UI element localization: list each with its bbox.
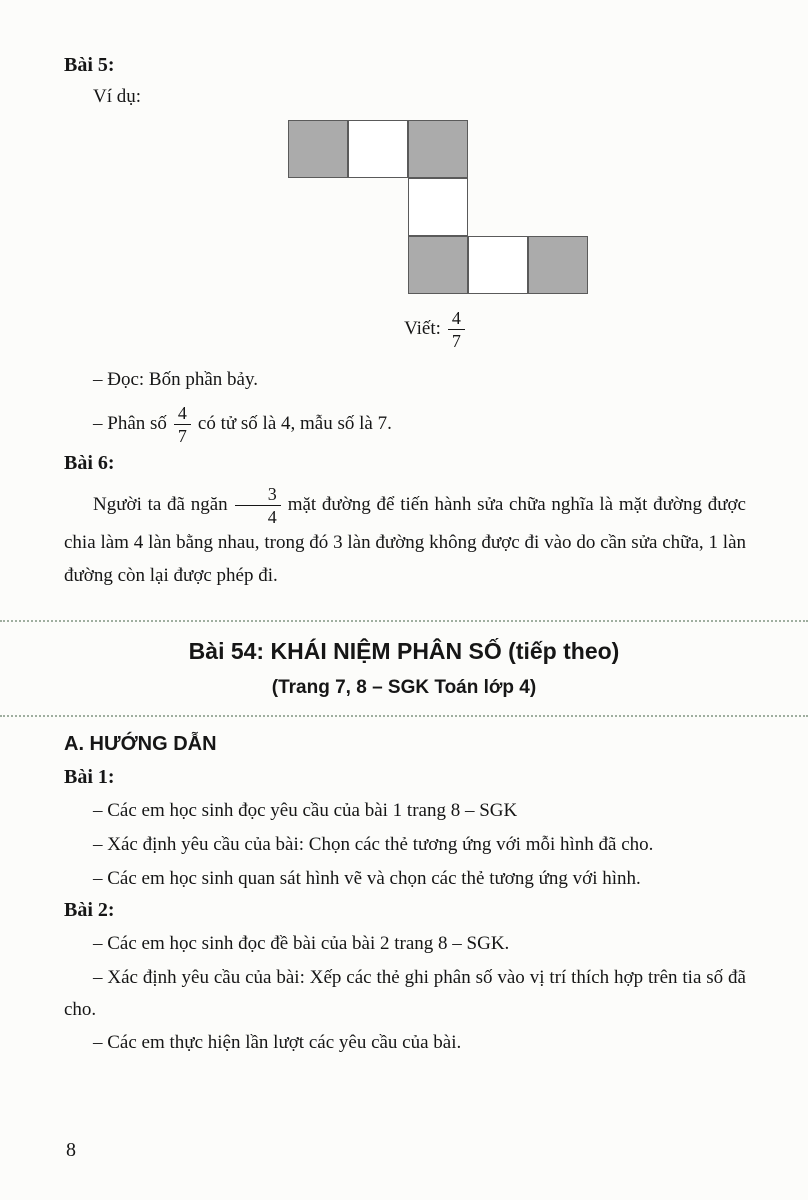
doc-line: – Đọc: Bốn phần bảy. bbox=[93, 369, 258, 391]
fraction-denominator: 7 bbox=[451, 331, 461, 352]
fraction-four-sevenths-inline bbox=[174, 403, 191, 446]
phan-so-before: – Phân số bbox=[93, 412, 167, 434]
fraction-denominator: 4 bbox=[267, 507, 277, 528]
guide-item: – Các em thực hiện lần lượt các yêu cầu của bài. bbox=[93, 1032, 462, 1054]
guide-item: – Xác định yêu cầu của bài: Chọn các thẻ tương ứng với mỗi hình đã cho. bbox=[93, 833, 654, 855]
unshaded-cell bbox=[348, 120, 408, 178]
page-number: 8 bbox=[66, 1139, 76, 1161]
fraction-four-sevenths bbox=[448, 308, 465, 351]
phan-so-line bbox=[93, 403, 746, 446]
bai6-paragraph bbox=[64, 484, 746, 592]
guide-item: – Các em học sinh quan sát hình vẽ và chọn các thẻ tương ứng với hình. bbox=[93, 867, 641, 889]
viet-label: Viết: bbox=[404, 318, 441, 340]
bai6-text-after: mặt đường để tiến hành sửa chữa nghĩa là mặt đường được chia làm 4 làn bằng nhau, trong đó 3 làn đường không được đi vào do cần sửa chữa, 1 làn đường còn lại được phép đi. bbox=[64, 494, 746, 586]
fraction-three-fourths bbox=[235, 484, 281, 527]
section-bai5-6 bbox=[0, 0, 808, 592]
viet-line bbox=[288, 308, 588, 351]
phan-so-after: có tử số là 4, mẫu số là 7. bbox=[197, 412, 392, 434]
lesson-title-block bbox=[0, 638, 808, 699]
shaded-cell bbox=[528, 236, 588, 294]
bai6-text-before: Người ta đã ngăn bbox=[93, 494, 228, 516]
shaded-cell bbox=[288, 120, 348, 178]
section-guide bbox=[0, 733, 808, 1059]
unshaded-cell bbox=[468, 236, 528, 294]
fraction-numerator: 3 bbox=[235, 484, 281, 506]
fraction-numerator: 4 bbox=[448, 308, 465, 330]
shaded-cell bbox=[408, 120, 468, 178]
bai1-heading: Bài 1: bbox=[64, 765, 115, 788]
lesson-title: Bài 54: KHÁI NIỆM PHÂN SỐ (tiếp theo) bbox=[188, 637, 620, 664]
fraction-denominator: 7 bbox=[177, 425, 187, 446]
bai2-heading: Bài 2: bbox=[64, 898, 115, 921]
separator-rule-bottom bbox=[0, 715, 808, 717]
bai6-heading: Bài 6: bbox=[64, 452, 115, 475]
guide-item: – Các em học sinh đọc đề bài của bài 2 trang 8 – SGK. bbox=[93, 932, 510, 954]
unshaded-cell bbox=[408, 178, 468, 236]
section-a-heading: A. HƯỚNG DẪN bbox=[64, 732, 217, 755]
shaded-cell bbox=[408, 236, 468, 294]
separator-rule-top bbox=[0, 620, 808, 622]
guide-item: – Các em học sinh đọc yêu cầu của bài 1 trang 8 – SGK bbox=[93, 799, 518, 821]
fraction-numerator: 4 bbox=[174, 403, 191, 425]
fraction-figure bbox=[288, 120, 588, 294]
bai5-heading: Bài 5: bbox=[64, 54, 115, 76]
guide-item: – Xác định yêu cầu của bài: Xếp các thẻ ghi phân số vào vị trí thích hợp trên tia số đã cho. bbox=[64, 966, 746, 1020]
lesson-subtitle: (Trang 7, 8 – SGK Toán lớp 4) bbox=[271, 676, 537, 698]
example-label: Ví dụ: bbox=[93, 86, 142, 107]
